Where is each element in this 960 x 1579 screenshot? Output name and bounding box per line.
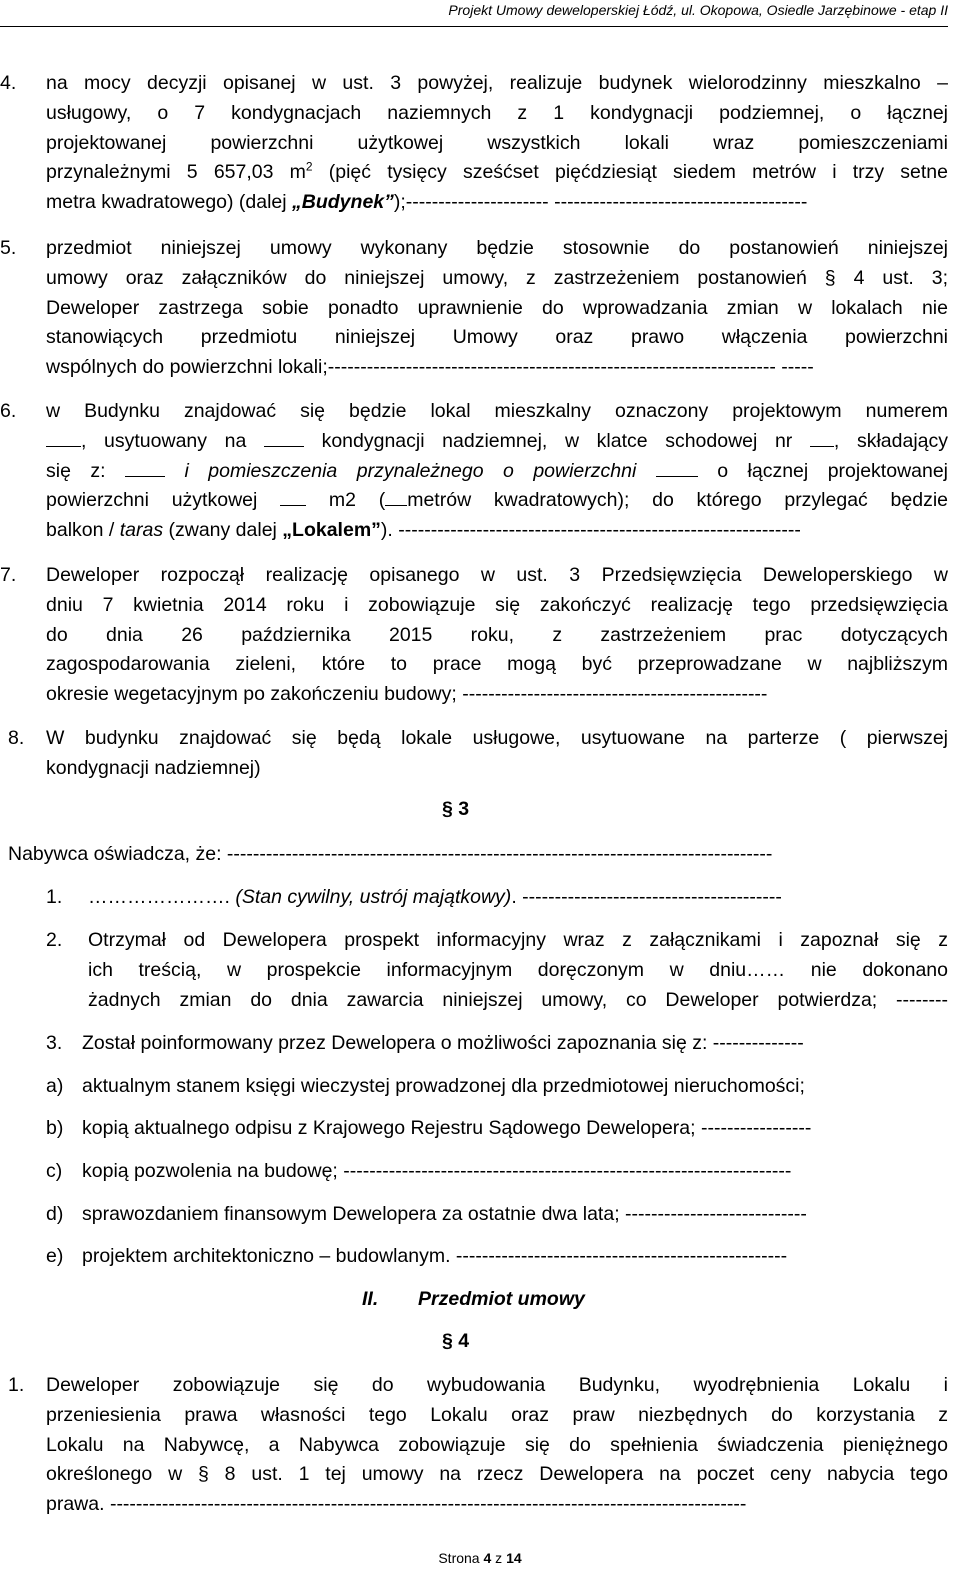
text-span: powierzchni użytkowej: [46, 489, 258, 512]
item-number: 7.: [0, 564, 17, 586]
paragraph-7: [46, 561, 948, 710]
text-line: zagospodarowania zieleni, które to prace mogą być przeprowadzane w najbliższym: [46, 653, 948, 676]
item-number: 1.: [8, 1374, 25, 1396]
nabywca-item-1: [88, 883, 948, 913]
blank-field: [656, 459, 698, 477]
text-line: do dnia 26 października 2015 roku, z zastrzeżeniem prac dotyczących: [46, 623, 948, 646]
item-number: 1.: [46, 886, 63, 908]
item-number: 6.: [0, 400, 17, 422]
list-letter: a): [46, 1075, 64, 1097]
footer-label: z: [491, 1550, 507, 1566]
text-span: );---------------------- ---------------------------------------: [393, 191, 808, 214]
text-span: taras: [119, 519, 164, 542]
paragraph-6: [46, 397, 948, 546]
text-line: na mocy decyzji opisanej w ust. 3 powyżej, realizuje budynek wielorodzinny mieszkalno –: [46, 72, 948, 94]
text-line: [46, 457, 948, 487]
text-line: Deweloper rozpoczął realizację opisanego w ust. 3 Przedsięwzięcia Deweloperskiego w: [46, 564, 948, 586]
text-span: kondygnacji nadziemnej, w klatce schodowej nr: [321, 429, 793, 452]
nabywca-intro: Nabywca oświadcza, że: ------------------------------------------------------------------------------------: [8, 843, 773, 865]
paragraph-4: [46, 69, 948, 218]
text-span: metra kwadratowego) (dalej: [46, 191, 293, 214]
text-line: prawa. --------------------------------------------------------------------------------------------------: [46, 1493, 747, 1516]
text-line: Otrzymał od Dewelopera prospekt informacyjny wraz z załącznikami i zapoznał się z: [88, 929, 948, 951]
list-letter: e): [46, 1245, 64, 1267]
text-span: ). --------------------------------------------------------------: [380, 519, 801, 542]
text-span: m2 (: [328, 489, 386, 512]
item-number: 5.: [0, 237, 17, 259]
text-line: [46, 486, 948, 516]
text-span: się z:: [46, 459, 106, 482]
text-line: stanowiących przedmiotu niniejszej Umowy oraz prawo włączenia powierzchni: [46, 326, 948, 349]
list-item-c: kopią pozwolenia na budowę; ---------------------------------------------------------------------: [82, 1160, 792, 1182]
paragraph-8: [46, 724, 948, 784]
text-line: [46, 516, 948, 546]
text-span: i pomieszczenia przynależnego o powierzchni: [184, 459, 637, 482]
text-line: określonego w § 8 ust. 1 tej umowy na rzecz Dewelopera na poczet ceny nabycia tego: [46, 1463, 948, 1486]
list-item-b: kopią aktualnego odpisu z Krajowego Rejestru Sądowego Dewelopera; -----------------: [82, 1117, 812, 1139]
text-span: balkon /: [46, 519, 120, 542]
text-span: , składający: [833, 429, 949, 452]
list-item-d: sprawozdaniem finansowym Dewelopera za ostatnie dwa lata; ----------------------------: [82, 1203, 807, 1225]
defined-term: „Lokalem”: [282, 519, 381, 542]
text-span: metrów kwadratowych); do którego przylegać będzie: [407, 489, 949, 512]
text-span: o łącznej projektowanej: [717, 459, 949, 482]
header-title: Projekt Umowy deweloperskiej Łódź, ul. Okopowa, Osiedle Jarzębinowe - etap II: [448, 2, 948, 18]
text-line: przeniesienia prawa własności tego Lokalu oraz praw niezbędnych do korzystania z: [46, 1403, 948, 1426]
blank-field: [280, 488, 306, 506]
text-line: wspólnych do powierzchni lokali;--------------------------------------------------------------------- -----: [46, 356, 814, 379]
page-footer: [0, 1550, 960, 1566]
defined-term: „Budynek”: [292, 191, 394, 214]
list-letter: b): [46, 1117, 64, 1139]
blank-field: [264, 429, 304, 447]
text-line: ich treścią, w prospekcie informacyjnym doręczonym w dniu…… nie dokonano: [88, 958, 948, 981]
item-number: 8.: [8, 727, 25, 749]
section-2-number: II.: [362, 1288, 379, 1310]
current-page: 4: [483, 1550, 492, 1566]
blank-field: [810, 429, 834, 447]
text-span: (Stan cywilny, ustrój majątkowy): [235, 886, 512, 908]
text-line: Deweloper zastrzega sobie ponadto uprawnienie do wprowadzania zmian w lokalach nie: [46, 296, 948, 319]
section-3-heading: § 3: [442, 798, 470, 820]
item-number: 2.: [46, 929, 63, 951]
footer-label: Strona: [438, 1550, 484, 1566]
text-line: żadnych zmian do dnia zawarcia niniejszej umowy, co Deweloper potwierdza; --------: [88, 988, 948, 1011]
text-line: W budynku znajdować się będą lokale usługowe, usytuowane na parterze ( pierwszej: [46, 727, 948, 749]
text-line: [46, 188, 948, 218]
item-number: 3.: [46, 1032, 63, 1054]
text-line: okresie wegetacyjnym po zakończeniu budowy; -----------------------------------------------: [46, 683, 768, 706]
text-span: , usytuowany na: [81, 429, 247, 452]
text-line: usługowy, o 7 kondygnacjach naziemnych z 1 kondygnacji podziemnej, o łącznej: [46, 101, 948, 124]
text-span: ………………….: [88, 886, 236, 908]
text-line: Deweloper zobowiązuje się do wybudowania Budynku, wyodrębnienia Lokalu i: [46, 1374, 948, 1396]
text-span: przynależnymi 5 657,03 m: [46, 161, 306, 184]
text-line: dniu 7 kwietnia 2014 roku i zobowiązuje się zakończyć realizację tego przedsięwzięcia: [46, 593, 948, 616]
text-span: . ----------------------------------------: [511, 886, 782, 908]
nabywca-item-2: [88, 926, 948, 1015]
section-2-title: Przedmiot umowy: [418, 1288, 585, 1310]
superscript: 2: [305, 159, 313, 174]
nabywca-item-3: Został poinformowany przez Dewelopera o możliwości zapoznania się z: --------------: [82, 1032, 804, 1054]
text-line: [46, 427, 948, 457]
text-line: w Budynku znajdować się będzie lokal mieszkalny oznaczony projektowym numerem: [46, 400, 948, 422]
text-line: [46, 158, 948, 188]
blank-field: [125, 459, 165, 477]
text-line: umowy oraz załączników do niniejszej umowy, z zastrzeżeniem postanowień § 4 ust. 3;: [46, 266, 948, 289]
item-number: 4.: [0, 72, 17, 94]
list-letter: d): [46, 1203, 64, 1225]
list-letter: c): [46, 1160, 63, 1182]
section-4-heading: § 4: [442, 1330, 470, 1352]
text-span: (pięć tysięcy sześćset pięćdziesiąt siedem metrów i trzy setne: [312, 161, 948, 184]
list-item-a: aktualnym stanem księgi wieczystej prowadzonej dla przedmiotowej nieruchomości;: [82, 1075, 805, 1097]
text-line: przedmiot niniejszej umowy wykonany będzie stosownie do postanowień niniejszej: [46, 237, 948, 259]
blank-field: [385, 488, 407, 506]
blank-field: [46, 429, 81, 447]
paragraph-5: [46, 234, 948, 383]
total-pages: 14: [506, 1550, 522, 1566]
text-line: projektowanej powierzchni użytkowej wszystkich lokali wraz pomieszczeniami: [46, 131, 948, 154]
page-header: [0, 0, 948, 27]
text-span: (zwany dalej: [163, 519, 283, 542]
paragraph-4-1: [46, 1371, 948, 1520]
text-line: kondygnacji nadziemnej): [46, 756, 261, 779]
text-line: Lokalu na Nabywcę, a Nabywca zobowiązuje się do spełnienia świadczenia pieniężnego: [46, 1433, 948, 1456]
list-item-e: projektem architektoniczno – budowlanym. ---------------------------------------------------: [82, 1245, 788, 1267]
